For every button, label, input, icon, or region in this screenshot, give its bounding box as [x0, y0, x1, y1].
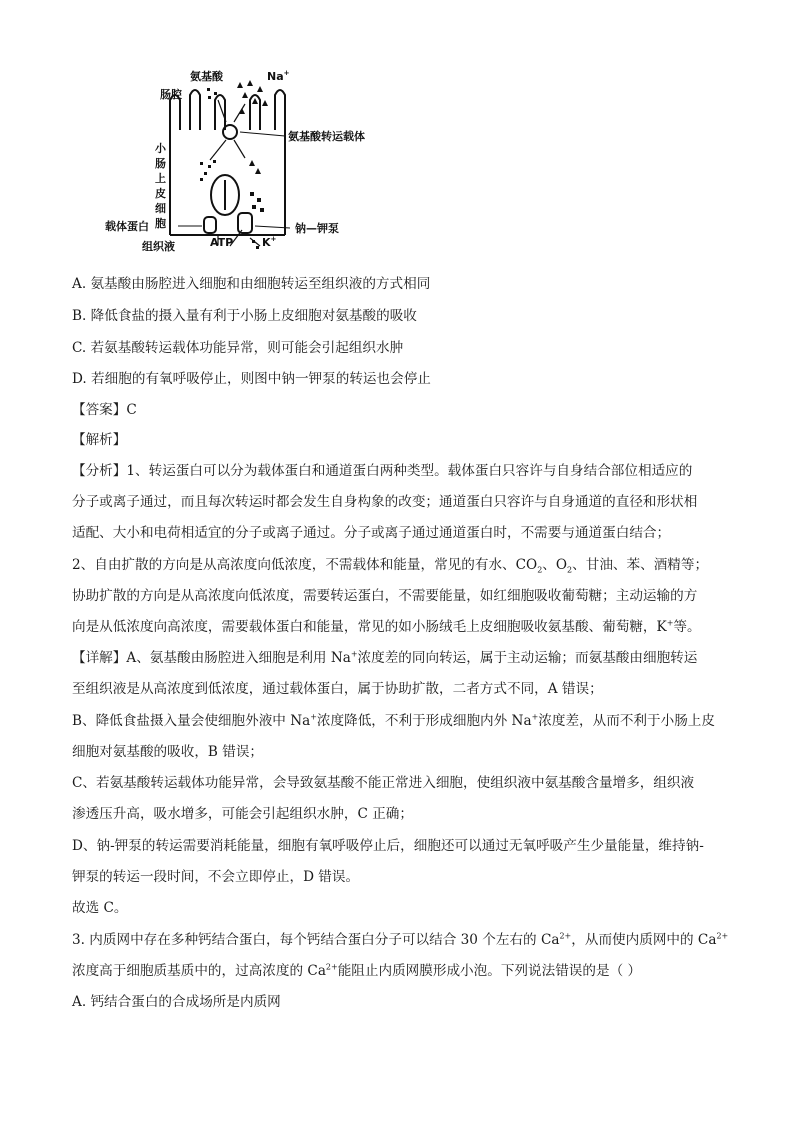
label-na: Na+ — [267, 69, 290, 83]
xiangjie-line-3: B、降低食盐摄入量会使细胞外液中 Na+浓度降低，不利于形成细胞内外 Na+浓度差，从而不利于小肠上皮 — [72, 712, 715, 729]
xiangjie-tag: 【详解】 — [72, 650, 127, 666]
xiangjie-line-1: 【详解】A、氨基酸由肠腔进入细胞是利用 Na+浓度差的同向转运，属于主动运输；而氨基酸由细胞转运 — [72, 649, 698, 666]
conclusion: 故选 C。 — [72, 900, 128, 916]
label-pump: 钠—钾泵 — [295, 222, 339, 235]
fenxi-line-3: 适配、大小和电荷相适宜的分子或离子通过。分子或离子通过通道蛋白时，不需要与通道蛋白结合； — [72, 525, 671, 541]
label-cell-3: 上 — [155, 172, 166, 185]
question3-line-2: 浓度高于细胞质基质中的，过高浓度的 $Ca^{2+}$能阻止内质网膜形成小泡。下列说法错误的是（ ） — [72, 962, 642, 979]
xiangjie-line-4: 细胞对氨基酸的吸收，B 错误； — [72, 744, 264, 760]
label-cell-6: 胞 — [155, 217, 166, 230]
question3-option-a: A. 钙结合蛋白的合成场所是内质网 — [72, 994, 281, 1010]
label-transporter: 氨基酸转运载体 — [288, 130, 365, 143]
answer-value: C — [126, 402, 137, 418]
cell-transport-diagram — [100, 60, 420, 260]
diagram-svg — [100, 60, 420, 260]
fenxi-line-1: 【分析】1、转运蛋白可以分为载体蛋白和通道蛋白两种类型。载体蛋白只容许与自身结合部位相适应的 — [72, 463, 693, 479]
fenxi-line-4: 2、自由扩散的方向是从高浓度向低浓度，不需载体和能量，常见的有水、$CO_2$、$O_2$、甘油、苯、酒精等； — [72, 557, 709, 575]
na-triangles — [237, 80, 268, 174]
analysis-tag: 【解析】 — [72, 432, 127, 448]
question3-line-1: 3. 内质网中存在多种钙结合蛋白，每个钙结合蛋白分子可以结合 30 个左右的 $Ca^{2+}$，从而使内质网中的 $Ca^{2+}$ — [72, 931, 729, 948]
label-amino-acid: 氨基酸 — [190, 70, 223, 83]
label-cell-2: 肠 — [155, 157, 166, 170]
label-atp: ATP — [210, 236, 234, 249]
answer-line — [72, 400, 137, 420]
answer-tag: 【答案】 — [72, 402, 127, 418]
xiangjie-line-2: 至组织液是从高浓度到低浓度，通过载体蛋白，属于协助扩散，二者方式不同，A 错误； — [72, 681, 603, 697]
xiangjie-line-7: D、钠-钾泵的转运需要消耗能量，细胞有氧呼吸停止后，细胞还可以通过无氧呼吸产生少量能量，维持钠- — [72, 838, 704, 854]
xiangjie-line-5: C、若氨基酸转运载体功能异常，会导致氨基酸不能正常进入细胞，使组织液中氨基酸含量增多，组织液 — [72, 775, 695, 791]
cell-membrane — [170, 90, 285, 130]
amino-acid-transporter — [223, 125, 237, 139]
label-cell-4: 皮 — [155, 187, 166, 200]
label-carrier: 载体蛋白 — [105, 220, 149, 233]
label-cell-5: 细 — [155, 202, 166, 215]
transporter-pointer — [240, 132, 285, 136]
option-a: A. 氨基酸由肠腔进入细胞和由细胞转运至组织液的方式相同 — [72, 276, 431, 292]
label-tissue-fluid: 组织液 — [142, 240, 175, 253]
cell-body-outline — [170, 130, 285, 235]
label-lumen: 肠腔 — [160, 88, 182, 101]
fenxi-line-6: 向是从低浓度向高浓度，需要载体蛋白和能量，常见的如小肠绒毛上皮细胞吸收氨基酸、葡萄糖，K+等。 — [72, 618, 701, 635]
xiangjie-line-6: 渗透压升高，吸水增多，可能会引起组织水肿，C 正确； — [72, 806, 413, 822]
label-cell-1: 小 — [155, 142, 166, 155]
sodium-potassium-pump — [238, 213, 252, 233]
fenxi-line-2: 分子或离子通过，而且每次转运时都会发生自身构象的改变；通道蛋白只容许与自身通道的直径和形状相 — [72, 494, 698, 510]
xiangjie-line-8: 钾泵的转运一段时间，不会立即停止，D 错误。 — [72, 869, 360, 885]
option-c: C. 若氨基酸转运载体功能异常，则可能会引起组织水肿 — [72, 340, 404, 356]
option-b: B. 降低食盐的摄入量有利于小肠上皮细胞对氨基酸的吸收 — [72, 308, 417, 324]
fenxi-line-5: 协助扩散的方向是从高浓度向低浓度，需要转运蛋白，不需要能量，如红细胞吸收葡萄糖；主动运输的方 — [72, 588, 698, 604]
label-k: K+ — [262, 235, 277, 249]
carrier-protein — [204, 217, 216, 233]
option-d: D. 若细胞的有氧呼吸停止，则图中钠一钾泵的转运也会停止 — [72, 371, 431, 387]
fenxi-tag: 【分析】 — [72, 463, 127, 479]
amino-acid-dots — [200, 88, 264, 212]
